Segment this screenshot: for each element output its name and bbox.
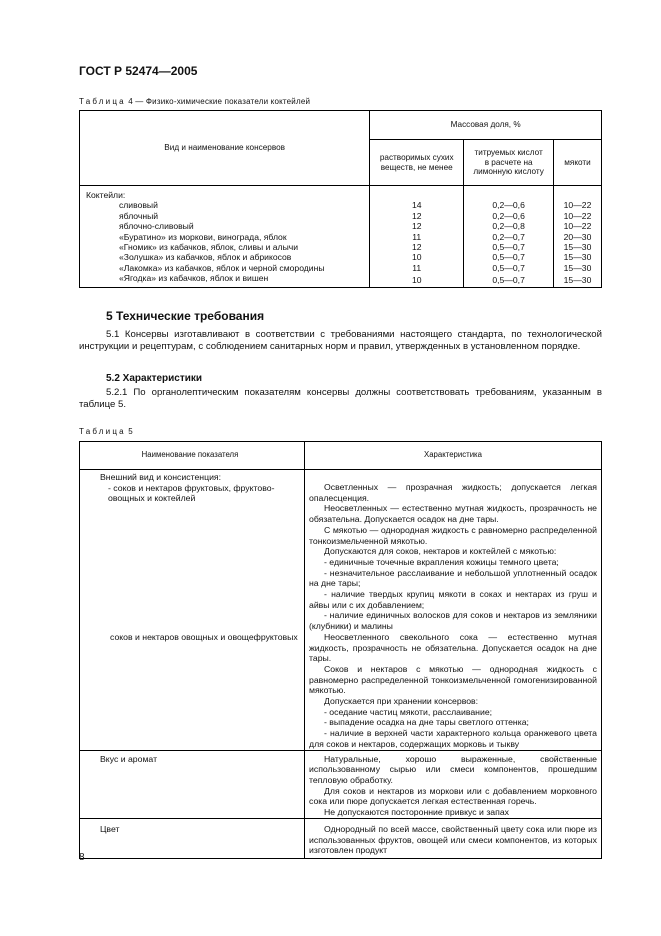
t4-row-solids: 14	[370, 200, 464, 210]
t4-row-pulp: 15—30	[554, 242, 602, 252]
t5-indicator-sublabel: - соков и нектаров фруктовых, фруктово-овощных и коктейлей	[108, 482, 275, 504]
t5-line: Для соков и нектаров из моркови или с добавлением морковного сока или пюре допускается легкая естественная горечь.	[309, 785, 597, 807]
t4-row-solids: 10	[370, 252, 464, 262]
table4-caption: Таблица 4 — Физико-химические показатели коктейлей	[79, 97, 311, 106]
t5-line: Неосветленного свекольного сока — естественно мутная жидкость, прозрачность не обязательна. Допускается осадок на дне тары.	[309, 631, 597, 664]
t4-row-name: яблочно-сливовый	[80, 221, 370, 231]
t4-row-name: сливовый	[80, 200, 370, 210]
t4-col-name: Вид и наименование консервов	[80, 111, 370, 186]
t5-row1-indicator	[80, 470, 305, 632]
t4-row-acids: 0,2—0,7	[464, 232, 554, 242]
t4-row-solids: 12	[370, 242, 464, 252]
section-5-title: 5 Технические требования	[106, 309, 265, 323]
t5-line: Однородный по всей массе, свойственный цвету сока или пюре из использованных фруктов, овощей или смеси компонентов, из которых изготовлен продукт	[309, 823, 597, 856]
paragraph-5-1: 5.1 Консервы изготавливают в соответствии с требованиями настоящего стандарта, по технологической инструкции и рецептурам, с соблюдением санитарных норм и правил, утвержденных в установленном порядке.	[79, 329, 602, 353]
t4-row-name: «Буратино» из моркови, винограда, яблок	[80, 232, 370, 242]
t5-line: С мякотью — однородная жидкость с равномерно распределенной тонкоизмельченной мякотью.	[309, 524, 597, 546]
t4-row-acids: 0,5—0,7	[464, 252, 554, 262]
t5-line: - наличие единичных волосков для соков и нектаров из земляники (клубники) и малины	[309, 610, 597, 632]
t4-col-acids: титруемых кислот в расчете на лимонную кислоту	[464, 140, 554, 186]
t5-line: Не допускаются посторонние привкус и запах	[324, 807, 510, 818]
t4-row-acids: 0,5—0,7	[464, 263, 554, 273]
t5-row1-characteristic	[305, 470, 602, 632]
t4-row-acids: 0,2—0,6	[464, 211, 554, 221]
t5-line: - оседание частиц мякоти, расслаивание;	[324, 706, 493, 717]
t5-row2-characteristic	[305, 632, 602, 750]
t4-row-name: «Лакомка» из кабачков, яблок и черной смородины	[80, 263, 370, 273]
document-code: ГОСТ Р 52474—2005	[79, 64, 198, 78]
t4-row-acids: 0,5—0,7	[464, 242, 554, 252]
t4-row-solids: 11	[370, 263, 464, 273]
t5-col-indicator: Наименование показателя	[80, 442, 305, 470]
t5-line: - единичные точечные вкрапления кожицы темного цвета;	[324, 556, 559, 567]
t5-col-characteristic: Характеристика	[305, 442, 602, 470]
t4-row-name: «Ягодка» из кабачков, яблок и вишен	[80, 273, 370, 287]
t4-row-pulp: 15—30	[554, 252, 602, 262]
page-number: 8	[79, 852, 85, 863]
t5-row4-indicator: Цвет	[80, 818, 305, 858]
t5-line: Соков и нектаров с мякотью — однородная жидкость с равномерно распределенной тонкоизмельченной гомогенизированной мякотью.	[309, 663, 597, 696]
t4-row-pulp: 10—22	[554, 221, 602, 231]
t4-row-name: «Гномик» из кабачков, яблок, сливы и алычи	[80, 242, 370, 252]
t5-indicator-label: Внешний вид и консистенция:	[100, 472, 222, 482]
t5-line: Неосветленных — естественно мутная жидкость, прозрачность не обязательна. Допускается осадок на дне тары.	[309, 503, 597, 525]
t5-row2-indicator: соков и нектаров овощных и овощефруктовых	[80, 632, 305, 750]
t5-line: - наличие твердых крупиц мякоти в соках и нектарах из груш и айвы или с их добавлением;	[309, 589, 597, 610]
t4-col-pulp: мякоти	[554, 140, 602, 186]
t5-row3-indicator: Вкус и аромат	[80, 750, 305, 818]
t4-row-pulp: 10—22	[554, 211, 602, 221]
table5-caption: Таблица 5	[79, 427, 133, 436]
t5-line: - выпадение осадка на дне тары светлого оттенка;	[324, 717, 529, 728]
t4-row-name: «Золушка» из кабачков, яблок и абрикосов	[80, 252, 370, 262]
t4-col-solids: растворимых сухих веществ, не менее	[370, 140, 464, 186]
t5-line: - наличие в верхней части характерного кольца оранжевого цвета для соков и нектаров, содержащих морковь и тыкву	[309, 728, 597, 749]
t5-row4-characteristic	[305, 818, 602, 858]
t5-line: - незначительное расслаивание и небольшой уплотненный осадок на дне тары;	[309, 567, 597, 589]
t5-row3-characteristic	[305, 750, 602, 818]
table5	[79, 441, 602, 859]
paragraph-5-2-1: 5.2.1 По органолептическим показателям консервы должны соответствовать требованиям, указанным в таблице 5.	[79, 387, 602, 411]
t5-line: Осветленных — прозрачная жидкость; допускается легкая опалесценция.	[309, 482, 597, 503]
t4-group-label: Коктейли:	[80, 186, 370, 201]
subsection-5-2: 5.2 Характеристики	[106, 373, 203, 384]
t4-row-acids: 0,5—0,7	[464, 273, 554, 287]
t4-row-acids: 0,2—0,8	[464, 221, 554, 231]
t4-row-pulp: 10—22	[554, 200, 602, 210]
t4-row-pulp: 15—30	[554, 263, 602, 273]
t4-row-name: яблочный	[80, 211, 370, 221]
t4-row-solids: 10	[370, 273, 464, 287]
table4	[79, 110, 602, 288]
t4-row-solids: 12	[370, 211, 464, 221]
t5-line: Натуральные, хорошо выраженные, свойственные использованному сырью или смеси компонентов, прошедшим тепловую обработку.	[309, 753, 597, 785]
t5-line: Допускаются для соков, нектаров и коктейлей с мякотью:	[324, 546, 557, 557]
t4-row-pulp: 15—30	[554, 273, 602, 287]
t4-row-solids: 11	[370, 232, 464, 242]
t4-row-pulp: 20—30	[554, 232, 602, 242]
t4-col-group: Массовая доля, %	[370, 111, 602, 140]
t5-line: Допускается при хранении консервов:	[324, 696, 479, 707]
t4-row-acids: 0,2—0,6	[464, 200, 554, 210]
t4-row-solids: 12	[370, 221, 464, 231]
